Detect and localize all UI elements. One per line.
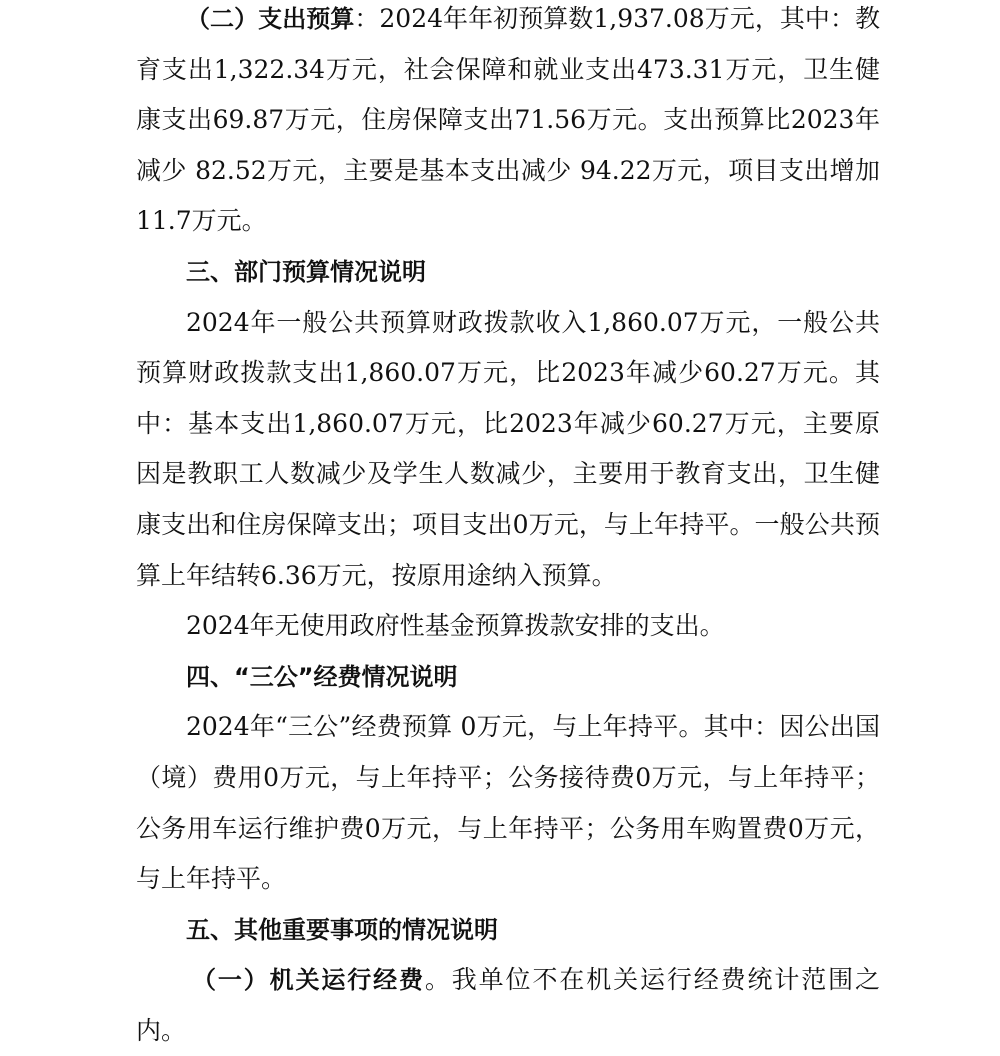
expense-budget-text: ：2024年年初预算数1,937.08万元，其中：教育支出1,322.34万元，社会保障和就业支出473.31万元，卫生健康支出69.87万元，住房保障支出71.56万元。支出预算比2023年减少 82.52万元，主要是基本支出减少 94.22万元，项目支出增加11.7万元。 — [136, 4, 881, 236]
section-5-sub-1-label: （一）机关运行经费 — [192, 966, 425, 995]
section-3-paragraph-2: 2024年无使用政府性基金预算拨款安排的支出。 — [186, 611, 725, 641]
section-3-heading: 三、部门预算情况说明 — [186, 257, 426, 286]
section-5-sub-1-text: 。我单位不在机关运行经费统计范围之内。 — [136, 965, 880, 1045]
expense-budget-paragraph — [136, 0, 880, 247]
section-3-paragraph-1: 2024年一般公共预算财政拨款收入1,860.07万元，一般公共预算财政拨款支出1,860.07万元，比2023年减少60.27万元。其中：基本支出1,860.07万元，比2023年减少60.27万元，主要原因是教职工人数减少及学生人数减少，主要用于教育支出，卫生健康支出和住房保障支出；项目支出0万元，与上年持平。一般公共预算上年结转6.36万元，按原用途纳入预算。 — [136, 307, 880, 590]
document-page — [136, 0, 880, 1056]
expense-budget-label: （二）支出预算 — [186, 5, 355, 33]
section-5-heading: 五、其他重要事项的情况说明 — [186, 915, 498, 944]
section-4-heading: 四、“三公”经费情况说明 — [186, 662, 458, 691]
section-5-sub-1-paragraph — [136, 955, 880, 1056]
section-4-paragraph-1: 2024年“三公”经费预算 0万元，与上年持平。其中：因公出国（境）费用0万元，与上年持平；公务接待费0万元，与上年持平；公务用车运行维护费0万元，与上年持平；公务用车购置费0万元，与上年持平。 — [136, 712, 880, 894]
